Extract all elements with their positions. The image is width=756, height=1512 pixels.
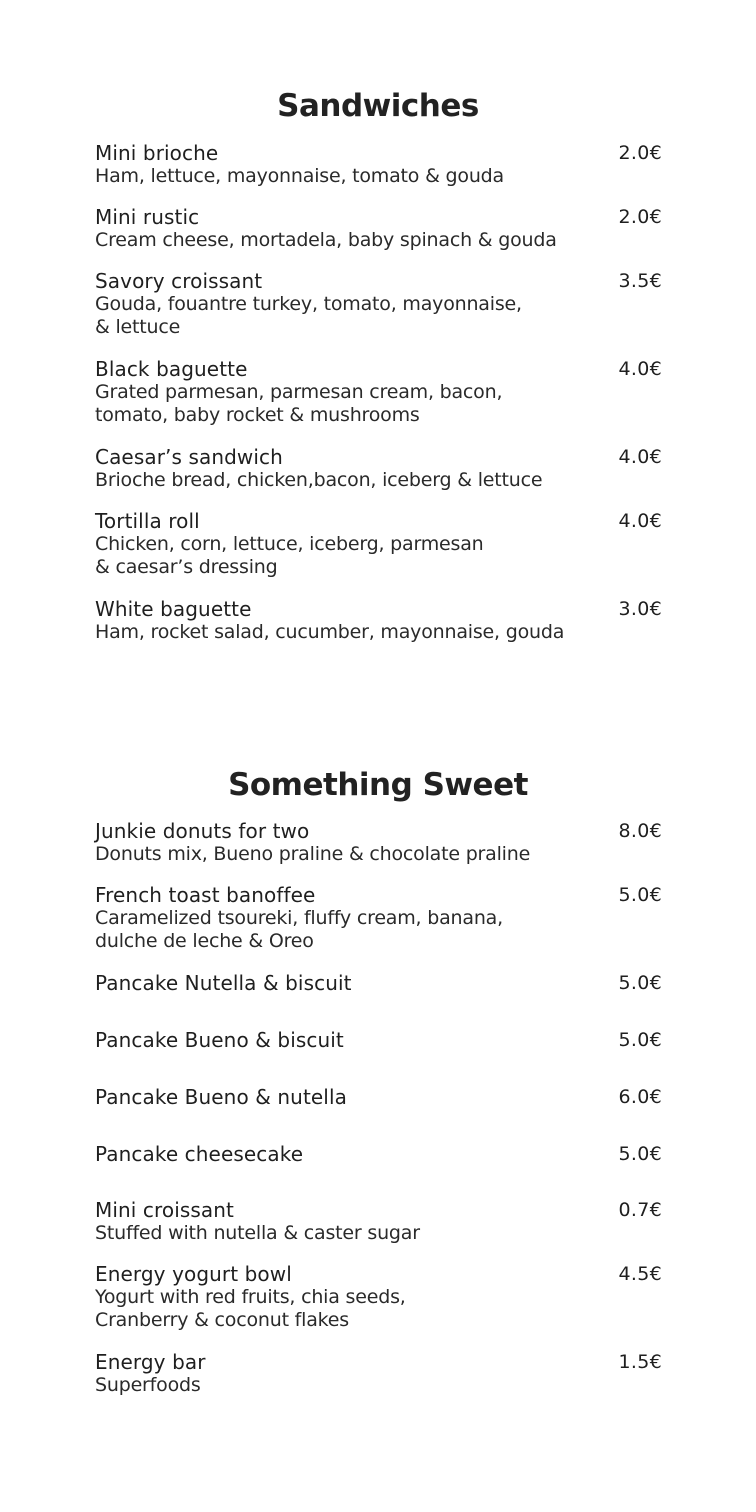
menu-item-description: Brioche bread, chicken,bacon, iceberg & lettuce — [95, 469, 543, 491]
menu-item — [95, 357, 665, 427]
menu-item-price: 4.0€ — [618, 446, 662, 468]
menu-item — [95, 141, 665, 188]
menu-item — [95, 205, 665, 252]
menu-item-name: Energy yogurt bowl — [95, 1262, 292, 1286]
menu-item — [95, 1028, 665, 1052]
menu-item-price: 5.0€ — [618, 972, 662, 994]
menu-item-name: Junkie donuts for two — [95, 819, 310, 843]
menu-item-price: 6.0€ — [618, 1086, 662, 1108]
menu-item — [95, 509, 665, 579]
menu-item-price: 1.5€ — [618, 1351, 662, 1373]
menu-item-price: 0.7€ — [618, 1199, 662, 1221]
menu-item — [95, 1142, 665, 1166]
menu-item-name: Caesar’s sandwich — [95, 445, 283, 469]
menu-item-price: 5.0€ — [618, 1143, 662, 1165]
menu-item-name: Black baguette — [95, 357, 248, 381]
menu-item-name: Pancake Bueno & nutella — [95, 1085, 347, 1109]
menu-item-description: Superfoods — [95, 1374, 201, 1396]
section-title-sandwiches: Sandwiches — [277, 88, 479, 124]
menu-item-price: 5.0€ — [618, 1029, 662, 1051]
menu-item-name: Pancake cheesecake — [95, 1142, 304, 1166]
menu-item-name: Pancake Bueno & biscuit — [95, 1028, 344, 1052]
menu-item-name: French toast banoffee — [95, 883, 316, 907]
menu-item — [95, 269, 665, 339]
menu-item-description: Ham, lettuce, mayonnaise, tomato & gouda — [95, 165, 504, 187]
menu-item-price: 5.0€ — [618, 884, 662, 906]
menu-item — [95, 1350, 665, 1397]
menu-item-description: Ham, rocket salad, cucumber, mayonnaise, gouda — [95, 621, 565, 643]
menu-item — [95, 971, 665, 995]
menu-item-price: 3.0€ — [618, 598, 662, 620]
menu-item — [95, 1085, 665, 1109]
menu-item-price: 4.0€ — [618, 358, 662, 380]
menu-item-description: Cream cheese, mortadela, baby spinach & gouda — [95, 229, 557, 251]
menu-item-description: Donuts mix, Bueno praline & chocolate praline — [95, 843, 531, 865]
menu-item-description: Stuffed with nutella & caster sugar — [95, 1222, 420, 1244]
menu-item-price: 8.0€ — [618, 820, 662, 842]
menu-item-name: Mini croissant — [95, 1198, 234, 1222]
menu-item — [95, 1262, 665, 1332]
menu-item-price: 2.0€ — [618, 142, 662, 164]
menu-item — [95, 597, 665, 644]
menu-item-description: Chicken, corn, lettuce, iceberg, parmesan & caesar’s dressing — [95, 533, 484, 578]
menu-item — [95, 819, 665, 866]
menu-item-name: Tortilla roll — [95, 509, 200, 533]
menu-item-price: 3.5€ — [618, 270, 662, 292]
menu-item — [95, 1198, 665, 1245]
menu-item-description: Caramelized tsoureki, fluffy cream, banana, dulche de leche & Oreo — [95, 907, 503, 952]
menu-item-name: Savory croissant — [95, 269, 263, 293]
menu-item-name: White baguette — [95, 597, 252, 621]
menu-item-description: Gouda, fouantre turkey, tomato, mayonnaise, & lettuce — [95, 293, 522, 338]
menu-item-name: Mini brioche — [95, 141, 219, 165]
menu-item-price: 2.0€ — [618, 206, 662, 228]
menu-item — [95, 445, 665, 492]
menu-item-name: Pancake Nutella & biscuit — [95, 971, 352, 995]
menu-item-description: Yogurt with red fruits, chia seeds, Cranberry & coconut flakes — [95, 1286, 406, 1331]
menu-item-price: 4.0€ — [618, 510, 662, 532]
menu-item-name: Mini rustic — [95, 205, 200, 229]
section-title-something-sweet: Something Sweet — [228, 767, 528, 803]
menu-item — [95, 883, 665, 953]
menu-item-price: 4.5€ — [618, 1263, 662, 1285]
menu-item-name: Energy bar — [95, 1350, 206, 1374]
menu-item-description: Grated parmesan, parmesan cream, bacon, tomato, baby rocket & mushrooms — [95, 381, 503, 426]
